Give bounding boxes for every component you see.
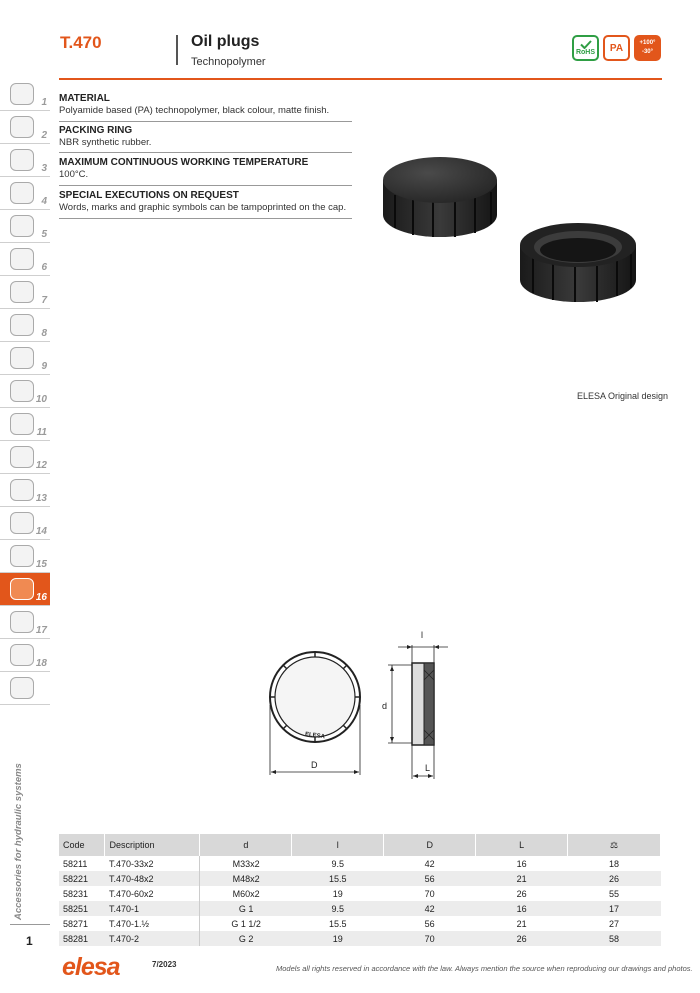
sidebar-item-number: 12 (35, 460, 47, 471)
spec-text: Polyamide based (PA) technopolymer, black colour, matte finish. (59, 105, 330, 116)
page-subtitle: Technopolymer (191, 56, 266, 68)
foot-icon (10, 446, 34, 468)
table-cell: 42 (384, 856, 476, 871)
dim-D-label: D (311, 760, 318, 770)
table-cell: 26 (476, 931, 568, 946)
sidebar-item-12[interactable] (0, 441, 50, 474)
spec-text: 100°C. (59, 169, 89, 180)
sidebar-item-8[interactable] (0, 309, 50, 342)
sidebar-item-number: 4 (41, 196, 47, 207)
leveling-element-icon (10, 380, 34, 402)
temperature-badge (634, 35, 661, 61)
hinge-icon (10, 479, 34, 501)
sidebar-item-number: 11 (36, 427, 47, 438)
col-header-description: Description (105, 834, 200, 856)
lever-icon (10, 149, 34, 171)
table-cell: 42 (384, 901, 476, 916)
page-number: 1 (26, 934, 33, 948)
cylindrical-handle-icon (10, 215, 34, 237)
table-row (59, 931, 661, 946)
tube-clamp-icon (10, 644, 34, 666)
sidebar-item-6[interactable] (0, 243, 50, 276)
sidebar-item-5[interactable] (0, 210, 50, 243)
table-row (59, 871, 661, 886)
product-code: T.470 (60, 33, 102, 52)
sidebar-item-number: 2 (41, 130, 47, 141)
sidebar-divider (10, 924, 50, 925)
design-note: ELESA Original design (577, 391, 669, 401)
dimensions-table (59, 834, 661, 946)
sidebar-item-number: 9 (41, 361, 47, 372)
sidebar-item-16[interactable] (0, 573, 50, 606)
latch-icon (10, 512, 34, 534)
weight-icon: ⚖ (568, 834, 661, 856)
table-row (59, 916, 661, 931)
temp-low: -30° (641, 49, 654, 55)
sidebar-item-number: 16 (35, 592, 47, 603)
table-cell: 19 (292, 931, 384, 946)
sidebar-item-11[interactable] (0, 408, 50, 441)
table-cell: 58211 (59, 856, 105, 871)
knurled-knob-icon (10, 248, 34, 270)
sidebar-item-13[interactable] (0, 474, 50, 507)
table-cell: T.470-33x2 (105, 856, 200, 871)
drawing-brand: ELESA (304, 731, 326, 741)
table-cell: 56 (384, 916, 476, 931)
table-cell: M48x2 (200, 871, 292, 886)
table-cell: 58271 (59, 916, 105, 931)
lobe-knob-icon (10, 116, 34, 138)
table-header-row (59, 834, 661, 856)
table-cell: 16 (476, 901, 568, 916)
rohs-label: RoHS (575, 49, 596, 56)
edition-date: 7/2023 (152, 960, 177, 969)
table-cell: 27 (568, 916, 661, 931)
header-rule (59, 78, 662, 80)
sidebar-item-number: 3 (41, 163, 47, 174)
table-cell: 16 (476, 856, 568, 871)
rohs-badge (572, 35, 599, 61)
product-photo (375, 140, 645, 320)
table-cell: 17 (568, 901, 661, 916)
table-row (59, 886, 661, 901)
sidebar-item-15[interactable] (0, 540, 50, 573)
screw-icon (10, 314, 34, 336)
sidebar-item-number: 13 (35, 493, 47, 504)
col-header-D: D (384, 834, 476, 856)
spec-heading: MATERIAL (59, 93, 110, 104)
sidebar-item-1[interactable] (0, 78, 50, 111)
table-cell: M60x2 (200, 886, 292, 901)
table-cell: T.470-1.½ (105, 916, 200, 931)
table-cell: 19 (292, 886, 384, 901)
eye-bolt-icon (10, 347, 34, 369)
sidebar-item-number: 8 (41, 328, 47, 339)
copyright-note: Models all rights reserved in accordance with the law. Always mention the source when reproducing our drawings and photos. (276, 964, 693, 973)
spec-temperature (59, 157, 352, 186)
table-cell: M33x2 (200, 856, 292, 871)
table-cell: 55 (568, 886, 661, 901)
wrench-icon (10, 677, 34, 699)
table-cell: 70 (384, 931, 476, 946)
sidebar-item-2[interactable] (0, 111, 50, 144)
dim-l-label: l (421, 630, 423, 640)
table-cell: 56 (384, 871, 476, 886)
table-cell: 58221 (59, 871, 105, 886)
table-cell: T.470-60x2 (105, 886, 200, 901)
table-cell: T.470-1 (105, 901, 200, 916)
table-cell: 21 (476, 871, 568, 886)
elesa-logo: elesa (62, 953, 120, 981)
table-cell: 21 (476, 916, 568, 931)
table-cell: 18 (568, 856, 661, 871)
table-cell: T.470-2 (105, 931, 200, 946)
header-divider (176, 35, 178, 65)
table-cell: 58251 (59, 901, 105, 916)
table-cell: 26 (568, 871, 661, 886)
handle-icon (10, 182, 34, 204)
table-cell: G 1 1/2 (200, 916, 292, 931)
page-title: Oil plugs (191, 33, 260, 50)
spec-special-executions (59, 190, 352, 219)
col-header-d: d (200, 834, 292, 856)
sidebar-item-number: 10 (35, 394, 47, 405)
table-cell: 70 (384, 886, 476, 901)
sidebar-item-number: 18 (35, 658, 47, 669)
sidebar-item-14[interactable] (0, 507, 50, 540)
handwheel-icon (10, 83, 34, 105)
spec-heading: MAXIMUM CONTINUOUS WORKING TEMPERATURE (59, 157, 309, 168)
table-row (59, 856, 661, 871)
table-cell: 58231 (59, 886, 105, 901)
table-cell: 26 (476, 886, 568, 901)
col-header-l: l (292, 834, 384, 856)
spec-text: Words, marks and graphic symbols can be tampoprinted on the cap. (59, 202, 347, 213)
table-cell: 15.5 (292, 871, 384, 886)
table-cell: 58281 (59, 931, 105, 946)
material-badge: PA (603, 35, 630, 61)
hook-icon (10, 413, 34, 435)
sidebar-item-number: 1 (41, 97, 47, 108)
sidebar-item-17[interactable] (0, 606, 50, 639)
table-cell: G 1 (200, 901, 292, 916)
sidebar-item-number: 5 (41, 229, 47, 240)
spec-material (59, 93, 352, 122)
table-cell: T.470-48x2 (105, 871, 200, 886)
table-cell: G 2 (200, 931, 292, 946)
dim-d-label: d (382, 701, 388, 711)
spec-heading: SPECIAL EXECUTIONS ON REQUEST (59, 190, 239, 201)
sidebar-item-3[interactable] (0, 144, 50, 177)
sidebar-item-7[interactable] (0, 276, 50, 309)
sidebar-item-number: 14 (35, 526, 47, 537)
sidebar-item-number: 6 (41, 262, 47, 273)
temp-high: +100° (639, 40, 656, 46)
check-icon (580, 40, 592, 49)
sidebar-item-number: 15 (35, 559, 47, 570)
table-cell: 9.5 (292, 856, 384, 871)
sidebar-item-10[interactable] (0, 375, 50, 408)
sidebar-item-number: 7 (41, 295, 47, 306)
spec-heading: PACKING RING (59, 125, 133, 136)
col-header-L: L (476, 834, 568, 856)
sidebar-item-number: 17 (35, 625, 47, 636)
table-cell: 15.5 (292, 916, 384, 931)
sidebar-item-9[interactable] (0, 342, 50, 375)
sidebar-item-18[interactable] (0, 639, 50, 672)
sidebar-item-4[interactable] (0, 177, 50, 210)
table-cell: 9.5 (292, 901, 384, 916)
technical-drawing (262, 625, 482, 785)
table-cell: 58 (568, 931, 661, 946)
table-row (59, 901, 661, 916)
section-label: Accessories for hydraulic systems (13, 763, 24, 920)
indexing-plunger-icon (10, 281, 34, 303)
oil-plug-icon (10, 578, 34, 600)
sidebar-item-tools[interactable] (0, 672, 50, 705)
castor-icon (10, 611, 34, 633)
dim-L-label: L (425, 763, 431, 773)
toggle-clamp-icon (10, 545, 34, 567)
col-header-code: Code (59, 834, 105, 856)
spec-packing-ring (59, 125, 352, 153)
spec-text: NBR synthetic rubber. (59, 137, 152, 148)
